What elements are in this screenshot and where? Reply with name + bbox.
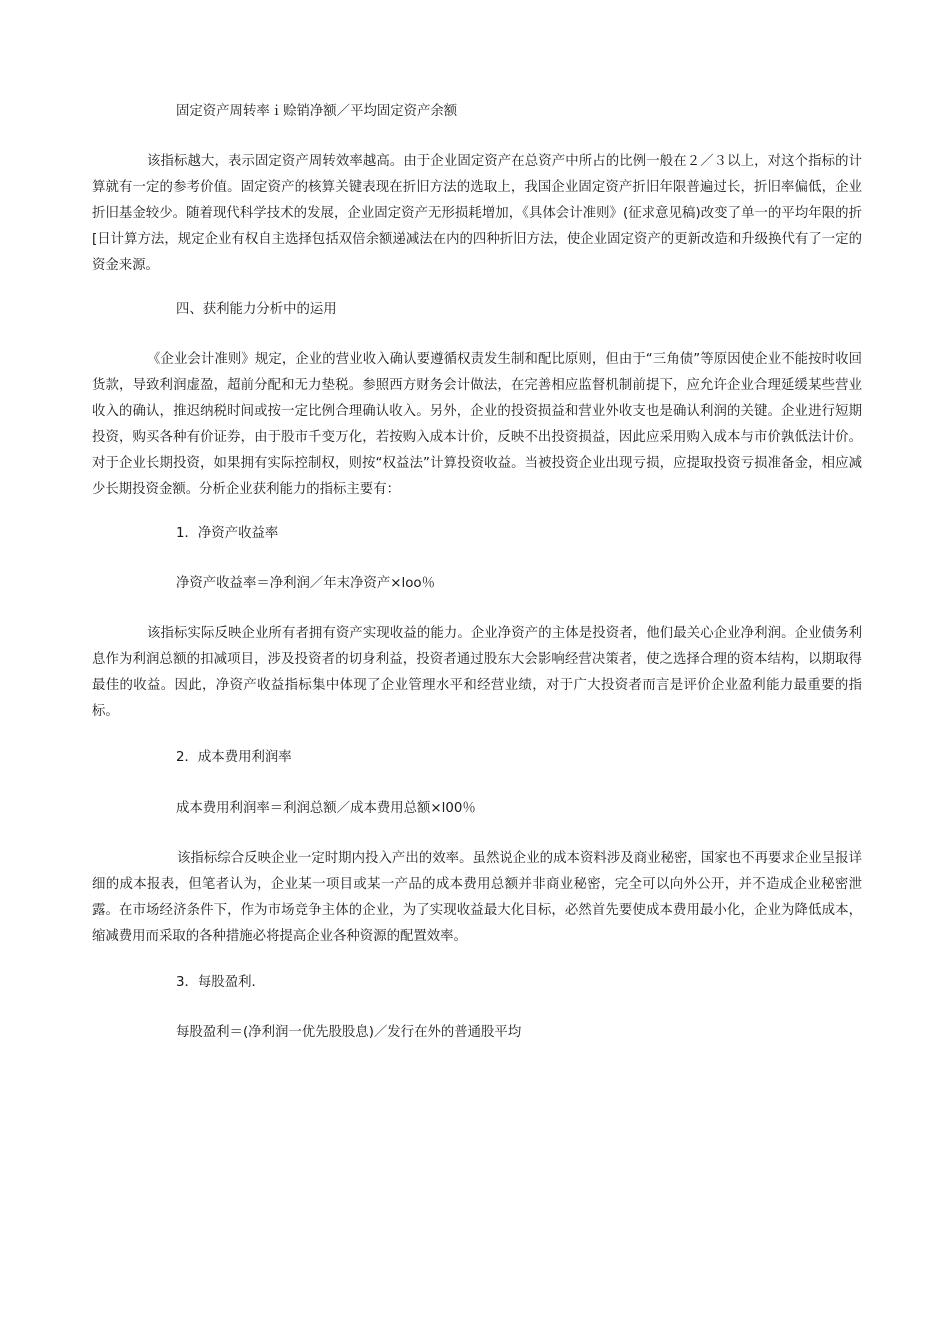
fixed-asset-turnover-formula: 固定资产周转率ｉ赊销净额／平均固定资产余额 (176, 104, 458, 119)
fixed-asset-paragraph: 该指标越大，表示固定资产周转效率越高。由于企业固定资产在总资产中所占的比例一般在２／３以上，对这个指标的计算就有一定的参考价值。固定资产的核算关键表现在折旧方法的选取上，我国企业固定资产折旧年限普遍过长，折旧率偏低，企业折旧基金较少。随着现代科学技术的发展，企业固定资产无形损耗增加，《具体会计准则》(征求意见稿)改变了单一的平均年限的折[日计算方法，规定企业有权自主选择包括双倍余额递减法在内的四种折旧方法，使企业固定资产的更新改造和升级换代有了一定的资金来源。 (92, 154, 862, 273)
item2-heading: 2．成本费用利润率 (176, 750, 292, 765)
item2-paragraph: 该指标综合反映企业一定时期内投入产出的效率。虽然说企业的成本资料涉及商业秘密，国家也不再要求企业呈报详细的成本报表，但笔者认为，企业某一项目或某一产品的成本费用总额并非商业秘密，完全可以向外公开，并不造成企业秘密泄露。在市场经济条件下，作为市场竞争主体的企业，为了实现收益最大化目标，必然首先要使成本费用最小化，企业为降低成本，缩减费用而采取的各种措施必将提高企业各种资源的配置效率。 (92, 851, 862, 944)
item1-heading: 1．净资产收益率 (176, 526, 279, 541)
item1-formula: 净资产收益率＝净利润／年末净资产×loo％ (176, 576, 435, 591)
item2-formula: 成本费用利润率＝利润总额／成本费用总额×l00％ (176, 801, 476, 816)
profitability-paragraph: 《企业会计准则》规定，企业的营业收入确认要遵循权责发生制和配比原则，但由于“三角债”等原因使企业不能按时收回货款，导致利润虚盈，超前分配和无力垫税。参照西方财务会计做法，在完善相应监督机制前提下，应允许企业合理延缓某些营业收入的确认，推迟纳税时间或按一定比例合理确认收入。另外，企业的投资损益和营业外收支也是确认利润的关键。企业进行短期投资，购买各种有价证券，由于股市千变万化，若按购入成本计价，反映不出投资损益，因此应采用购入成本与市价孰低法计价。对于企业长期投资，如果拥有实际控制权，则按“权益法”计算投资收益。当被投资企业出现亏损，应提取投资亏损准备金，相应减少长期投资金额。分析企业获利能力的指标主要有： (92, 352, 862, 497)
item3-formula: 每股盈利＝(净利润一优先股股息)／发行在外的普通股平均 (176, 1025, 522, 1040)
item1-paragraph: 该指标实际反映企业所有者拥有资产实现收益的能力。企业净资产的主体是投资者，他们最关心企业净利润。企业债务利息作为利润总额的扣减项目，涉及投资者的切身利益，投资者通过股东大会影响经营决策者，使之选择合理的资本结构，以期取得最佳的收益。因此，净资产收益指标集中体现了企业管理水平和经营业绩，对于广大投资者而言是评价企业盈利能力最重要的指标。 (92, 626, 862, 719)
section-four-heading: 四、获利能力分析中的运用 (176, 302, 337, 317)
item3-heading: 3．每股盈利． (176, 975, 265, 990)
